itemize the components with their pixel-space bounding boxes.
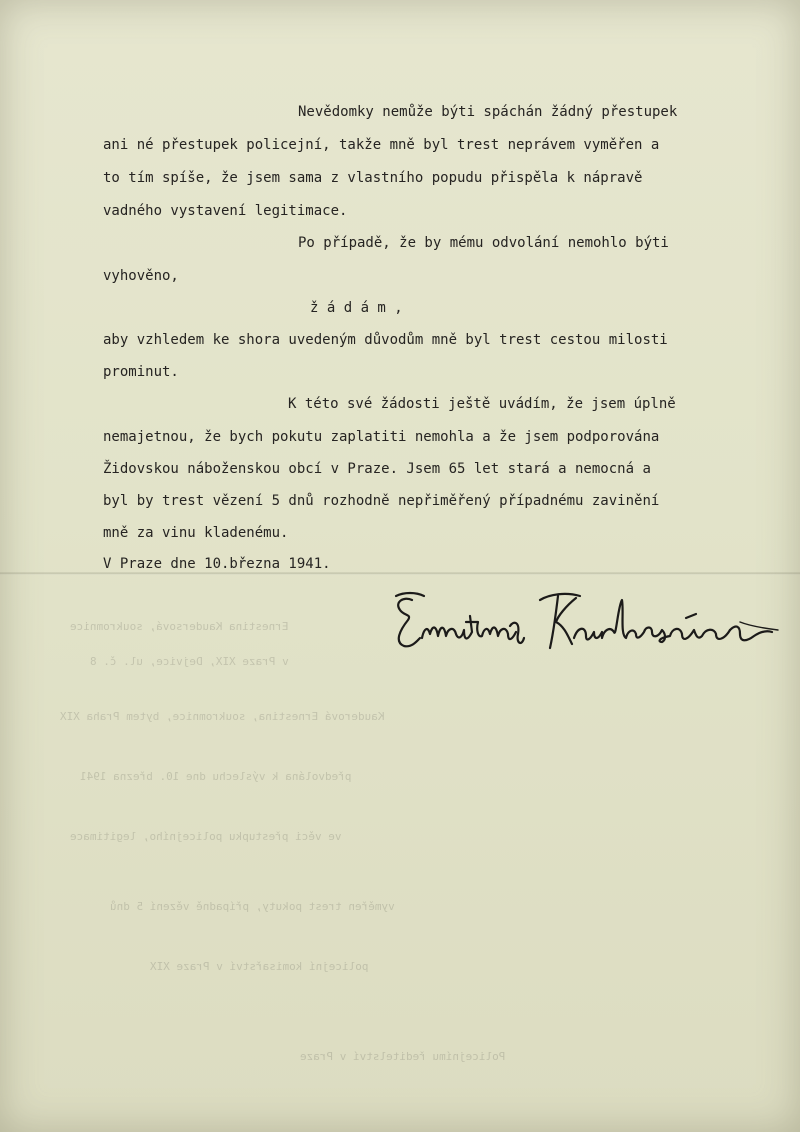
paragraph-4-line: mně za vinu kladenému. — [103, 525, 289, 541]
bleed-through-line: Ernestina Kaudersová, soukromnice — [70, 620, 289, 633]
paragraph-4-line: nemajetnou, že bych pokutu zaplatiti nemohla a že jsem podporována — [103, 429, 660, 445]
paragraph-1-line: to tím spíše, že jsem sama z vlastního popudu přispěla k nápravě — [103, 170, 643, 186]
paragraph-1-line: ani né přestupek policejní, takže mně byl trest neprávem vyměřen a — [103, 137, 660, 153]
paragraph-1-line: Nevědomky nemůže býti spáchán žádný přestupek — [298, 104, 678, 120]
paragraph-1-line: vadného vystavení legitimace. — [103, 203, 348, 219]
bleed-through-line: vyměřen trest pokuty, případně vězení 5 dnů — [110, 900, 395, 913]
bleed-through-line: policejní komisařství v Praze XIX — [150, 960, 369, 973]
bleed-through-line: ve věci přestupku policejního, legitimace — [70, 830, 342, 843]
bleed-through-line: v Praze XIX, Dejvice, ul. č. 8 — [90, 655, 289, 668]
paragraph-3-line: prominut. — [103, 364, 179, 380]
paragraph-4-line: Židovskou náboženskou obcí v Praze. Jsem 65 let stará a nemocná a — [103, 461, 651, 477]
bleed-through-line: Policejnímu ředitelství v Praze — [300, 1050, 506, 1063]
paragraph-3-line: aby vzhledem ke shora uvedeným důvodům mně byl trest cestou milosti — [103, 332, 668, 348]
request-heading: ž á d á m , — [310, 300, 403, 316]
bleed-through-line: předvolána k výslechu dne 10. března 1941 — [80, 770, 352, 783]
paragraph-4-line: K této své žádosti ještě uvádím, že jsem úplně — [288, 396, 676, 412]
paragraph-4-line: byl by trest vězení 5 dnů rozhodně nepřiměřený případnému zavinění — [103, 493, 660, 509]
handwritten-signature — [390, 586, 790, 658]
date-line: V Praze dne 10.března 1941. — [103, 556, 331, 572]
paragraph-2-line: vyhověno, — [103, 268, 179, 284]
bleed-through-line: Kauderová Ernestina, soukromnice, bytem Praha XIX — [60, 710, 385, 723]
paragraph-2-line: Po případě, že by mému odvolání nemohlo býti — [298, 235, 669, 251]
fold-crease — [0, 572, 800, 575]
